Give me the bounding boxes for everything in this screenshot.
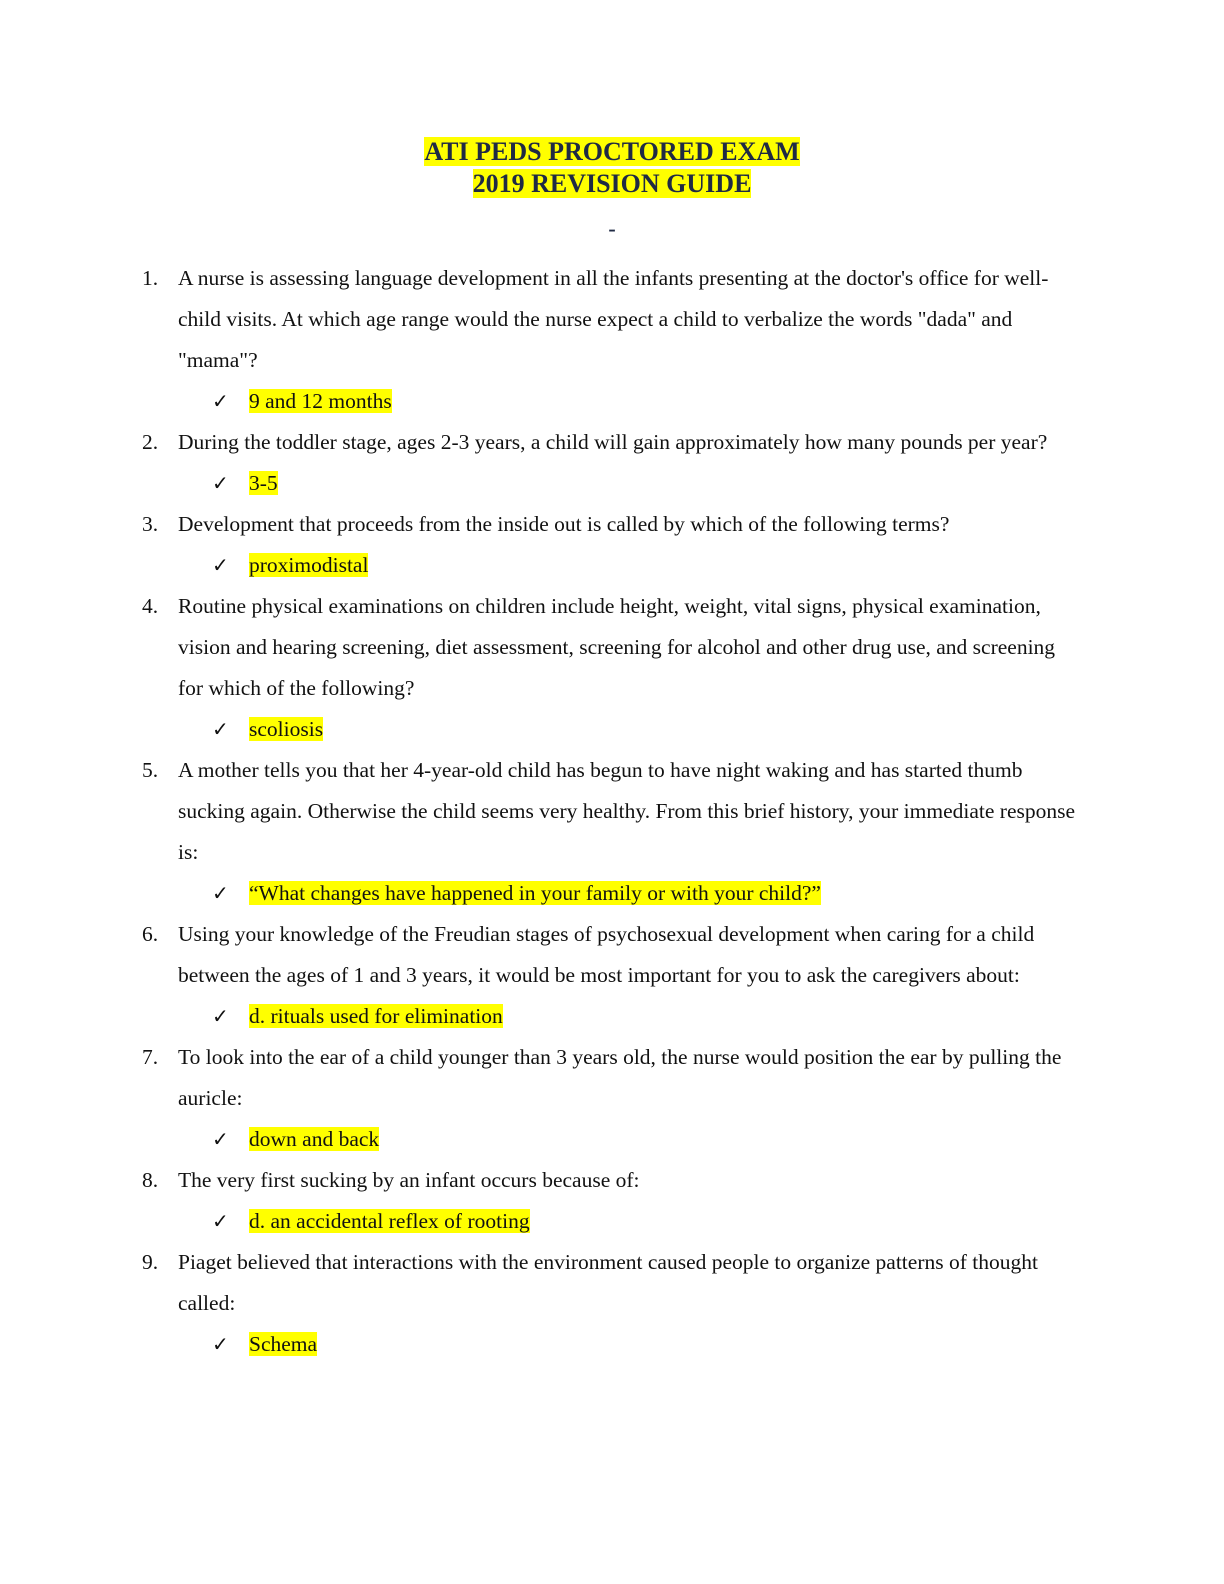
answer-5 (142, 873, 1082, 914)
answer-text: proximodistal (249, 553, 369, 577)
question-3 (142, 504, 1082, 586)
question-list (142, 258, 1082, 1365)
question-number: 6. (142, 922, 159, 946)
question-2 (142, 422, 1082, 504)
question-number: 1. (142, 266, 159, 290)
document-title (0, 136, 1224, 200)
question-9 (142, 1242, 1082, 1365)
question-text: Using your knowledge of the Freudian stages of psychosexual development when caring for a child between the ages of 1 and 3 years, it would be most important for you to ask the caregivers about: (178, 922, 1035, 987)
question-4 (142, 586, 1082, 750)
answer-text: scoliosis (249, 717, 324, 741)
answer-4 (142, 709, 1082, 750)
check-mark-icon: ✓ (212, 717, 229, 741)
check-mark-icon: ✓ (212, 389, 229, 413)
answer-text: “What changes have happened in your family or with your child?” (249, 881, 821, 905)
question-1 (142, 258, 1082, 422)
question-number: 7. (142, 1045, 159, 1069)
question-number: 8. (142, 1168, 159, 1192)
answer-text: down and back (249, 1127, 380, 1151)
question-7 (142, 1037, 1082, 1160)
question-text: Routine physical examinations on children include height, weight, vital signs, physical examination, vision and hearing screening, diet assessment, screening for alcohol and other drug use, and screening for which of the following? (178, 594, 1056, 700)
question-text: During the toddler stage, ages 2-3 years, a child will gain approximately how many pounds per year? (178, 430, 1048, 454)
answer-3 (142, 545, 1082, 586)
question-text: Piaget believed that interactions with the environment caused people to organize patterns of thought called: (178, 1250, 1038, 1315)
check-mark-icon: ✓ (212, 471, 229, 495)
check-mark-icon: ✓ (212, 881, 229, 905)
check-mark-icon: ✓ (212, 1127, 229, 1151)
answer-1 (142, 381, 1082, 422)
question-5 (142, 750, 1082, 914)
check-mark-icon: ✓ (212, 553, 229, 577)
question-number: 9. (142, 1250, 159, 1274)
title-line-1: ATI PEDS PROCTORED EXAM (424, 137, 800, 166)
answer-8 (142, 1201, 1082, 1242)
answer-text: 9 and 12 months (249, 389, 392, 413)
answer-2 (142, 463, 1082, 504)
check-mark-icon: ✓ (212, 1209, 229, 1233)
answer-text: d. rituals used for elimination (249, 1004, 503, 1028)
answer-text: d. an accidental reflex of rooting (249, 1209, 530, 1233)
answer-text: Schema (249, 1332, 318, 1356)
question-number: 3. (142, 512, 159, 536)
question-text: To look into the ear of a child younger than 3 years old, the nurse would position the ear by pulling the auricle: (178, 1045, 1062, 1110)
answer-9 (142, 1324, 1082, 1365)
check-mark-icon: ✓ (212, 1332, 229, 1356)
question-number: 4. (142, 594, 159, 618)
question-text: A mother tells you that her 4-year-old child has begun to have night waking and has started thumb sucking again. Otherwise the child seems very healthy. From this brief history, your immediate response is: (178, 758, 1076, 864)
title-separator: - (608, 216, 616, 241)
answer-6 (142, 996, 1082, 1037)
question-6 (142, 914, 1082, 1037)
question-text: A nurse is assessing language development in all the infants presenting at the doctor's office for well-child visits. At which age range would the nurse expect a child to verbalize the words "dada" and "mama"? (178, 266, 1049, 372)
title-line-2: 2019 REVISION GUIDE (472, 169, 752, 198)
answer-7 (142, 1119, 1082, 1160)
question-8 (142, 1160, 1082, 1242)
answer-text: 3-5 (249, 471, 278, 495)
check-mark-icon: ✓ (212, 1004, 229, 1028)
question-text: Development that proceeds from the inside out is called by which of the following terms? (178, 512, 950, 536)
question-text: The very first sucking by an infant occurs because of: (178, 1168, 640, 1192)
question-number: 5. (142, 758, 159, 782)
question-number: 2. (142, 430, 159, 454)
